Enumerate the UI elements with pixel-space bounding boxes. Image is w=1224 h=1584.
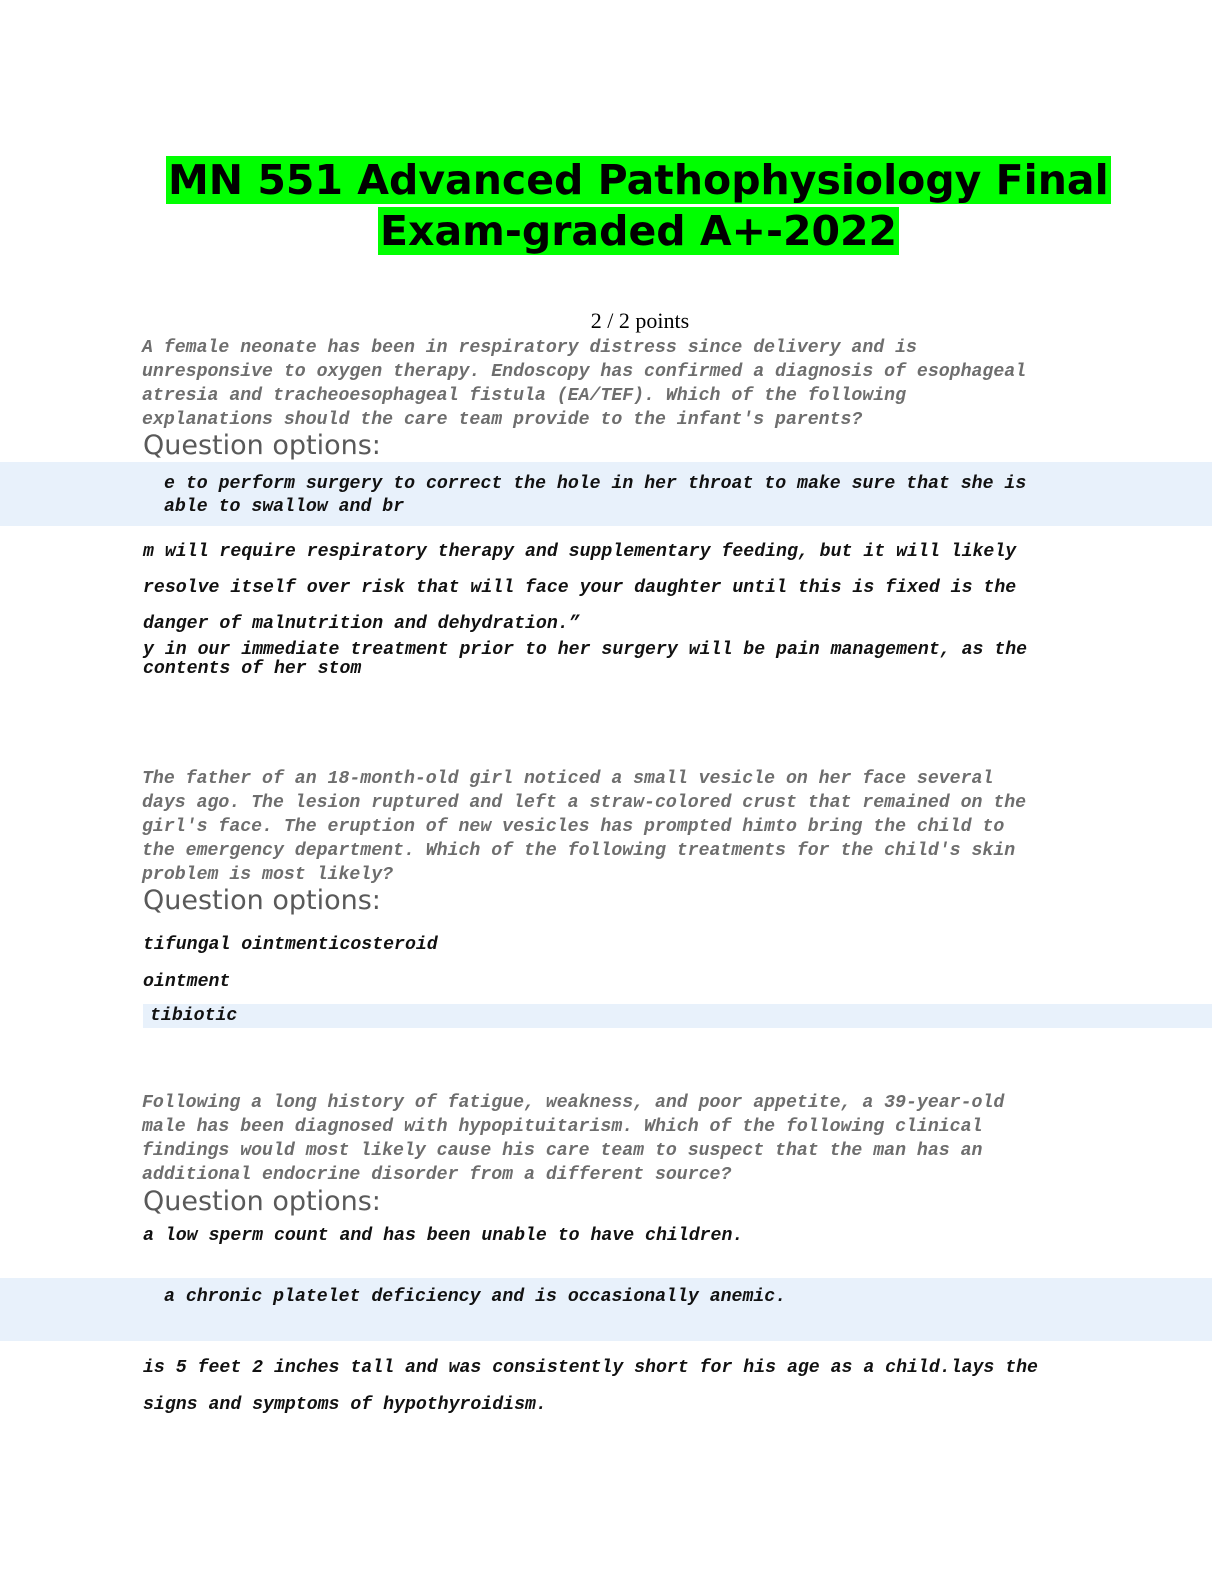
option-b-line: m will require respiratory therapy and supplementary feeding, but it will likely: [143, 542, 1017, 562]
question-3-option-c[interactable]: [143, 1350, 1038, 1424]
question-2-text: [142, 767, 1142, 887]
option-c-line: signs and symptoms of hypothyroidism.: [143, 1395, 547, 1415]
question-1-option-c[interactable]: [143, 641, 1027, 679]
question-3-line: additional endocrine disorder from a different source?: [142, 1165, 732, 1185]
points-score: 2 / 2 points: [590, 308, 690, 333]
question-3-option-b[interactable]: a chronic platelet deficiency and is occasionally anemic.: [164, 1287, 787, 1307]
option-c-line: y in our immediate treatment prior to her surgery will be pain management, as the: [143, 640, 1028, 660]
question-1-line: atresia and tracheoesophageal fistula (EA/TEF). Which of the following: [142, 386, 906, 406]
question-1-option-a[interactable]: [164, 473, 1026, 519]
option-c-line: is 5 feet 2 inches tall and was consistently short for his age as a child.lays the: [143, 1358, 1038, 1378]
question-3-line: findings would most likely cause his care team to suspect that the man has an: [142, 1141, 983, 1161]
title-line-2-text: Exam-graded A+-2022: [380, 207, 898, 255]
option-a-line: e to perform surgery to correct the hole in her throat to make sure that she is: [164, 474, 1027, 494]
question-2-options-label: Question options:: [143, 885, 381, 916]
question-3-line: male has been diagnosed with hypopituitarism. Which of the following clinical: [142, 1117, 983, 1137]
question-2-line: problem is most likely?: [142, 865, 394, 885]
question-1-line: unresponsive to oxygen therapy. Endoscopy has confirmed a diagnosis of esophageal: [142, 362, 1027, 382]
question-2-line: days ago. The lesion ruptured and left a straw-colored crust that remained on the: [142, 793, 1027, 813]
question-1-text: [142, 336, 1142, 432]
option-b-line: resolve itself over risk that will face your daughter until this is fixed is the: [143, 578, 1017, 598]
question-2-option-a[interactable]: tifungal ointmenticosteroid: [143, 935, 438, 955]
document-title-line-2: [378, 205, 899, 257]
question-3-line: Following a long history of fatigue, weakness, and poor appetite, a 39-year-old: [142, 1093, 1005, 1113]
question-2-selected-option-highlight: [143, 1004, 1212, 1028]
question-2-line: The father of an 18-month-old girl noticed a small vesicle on her face several: [142, 769, 994, 789]
title-line-1-text: MN 551 Advanced Pathophysiology Final: [168, 156, 1109, 204]
question-1-line: explanations should the care team provide to the infant's parents?: [142, 410, 863, 430]
question-3-options-label: Question options:: [143, 1186, 381, 1217]
question-3-text: [142, 1091, 1142, 1187]
option-a-line: able to swallow and br: [164, 497, 405, 517]
option-c-line: contents of her stom: [143, 659, 362, 679]
question-2-option-c[interactable]: tibiotic: [150, 1006, 238, 1026]
question-1-option-b[interactable]: [143, 534, 1016, 642]
question-2-option-b[interactable]: ointment: [143, 972, 231, 992]
option-b-line: danger of malnutrition and dehydration.”: [143, 614, 580, 634]
question-1-line: A female neonate has been in respiratory distress since delivery and is: [142, 338, 917, 358]
question-2-line: the emergency department. Which of the following treatments for the child's skin: [142, 841, 1016, 861]
document-title-line-1: [166, 154, 1111, 206]
question-1-options-label: Question options:: [143, 430, 381, 461]
question-3-option-a[interactable]: a low sperm count and has been unable to have children.: [143, 1226, 744, 1246]
question-2-line: girl's face. The eruption of new vesicles has prompted himto bring the child to: [142, 817, 1005, 837]
